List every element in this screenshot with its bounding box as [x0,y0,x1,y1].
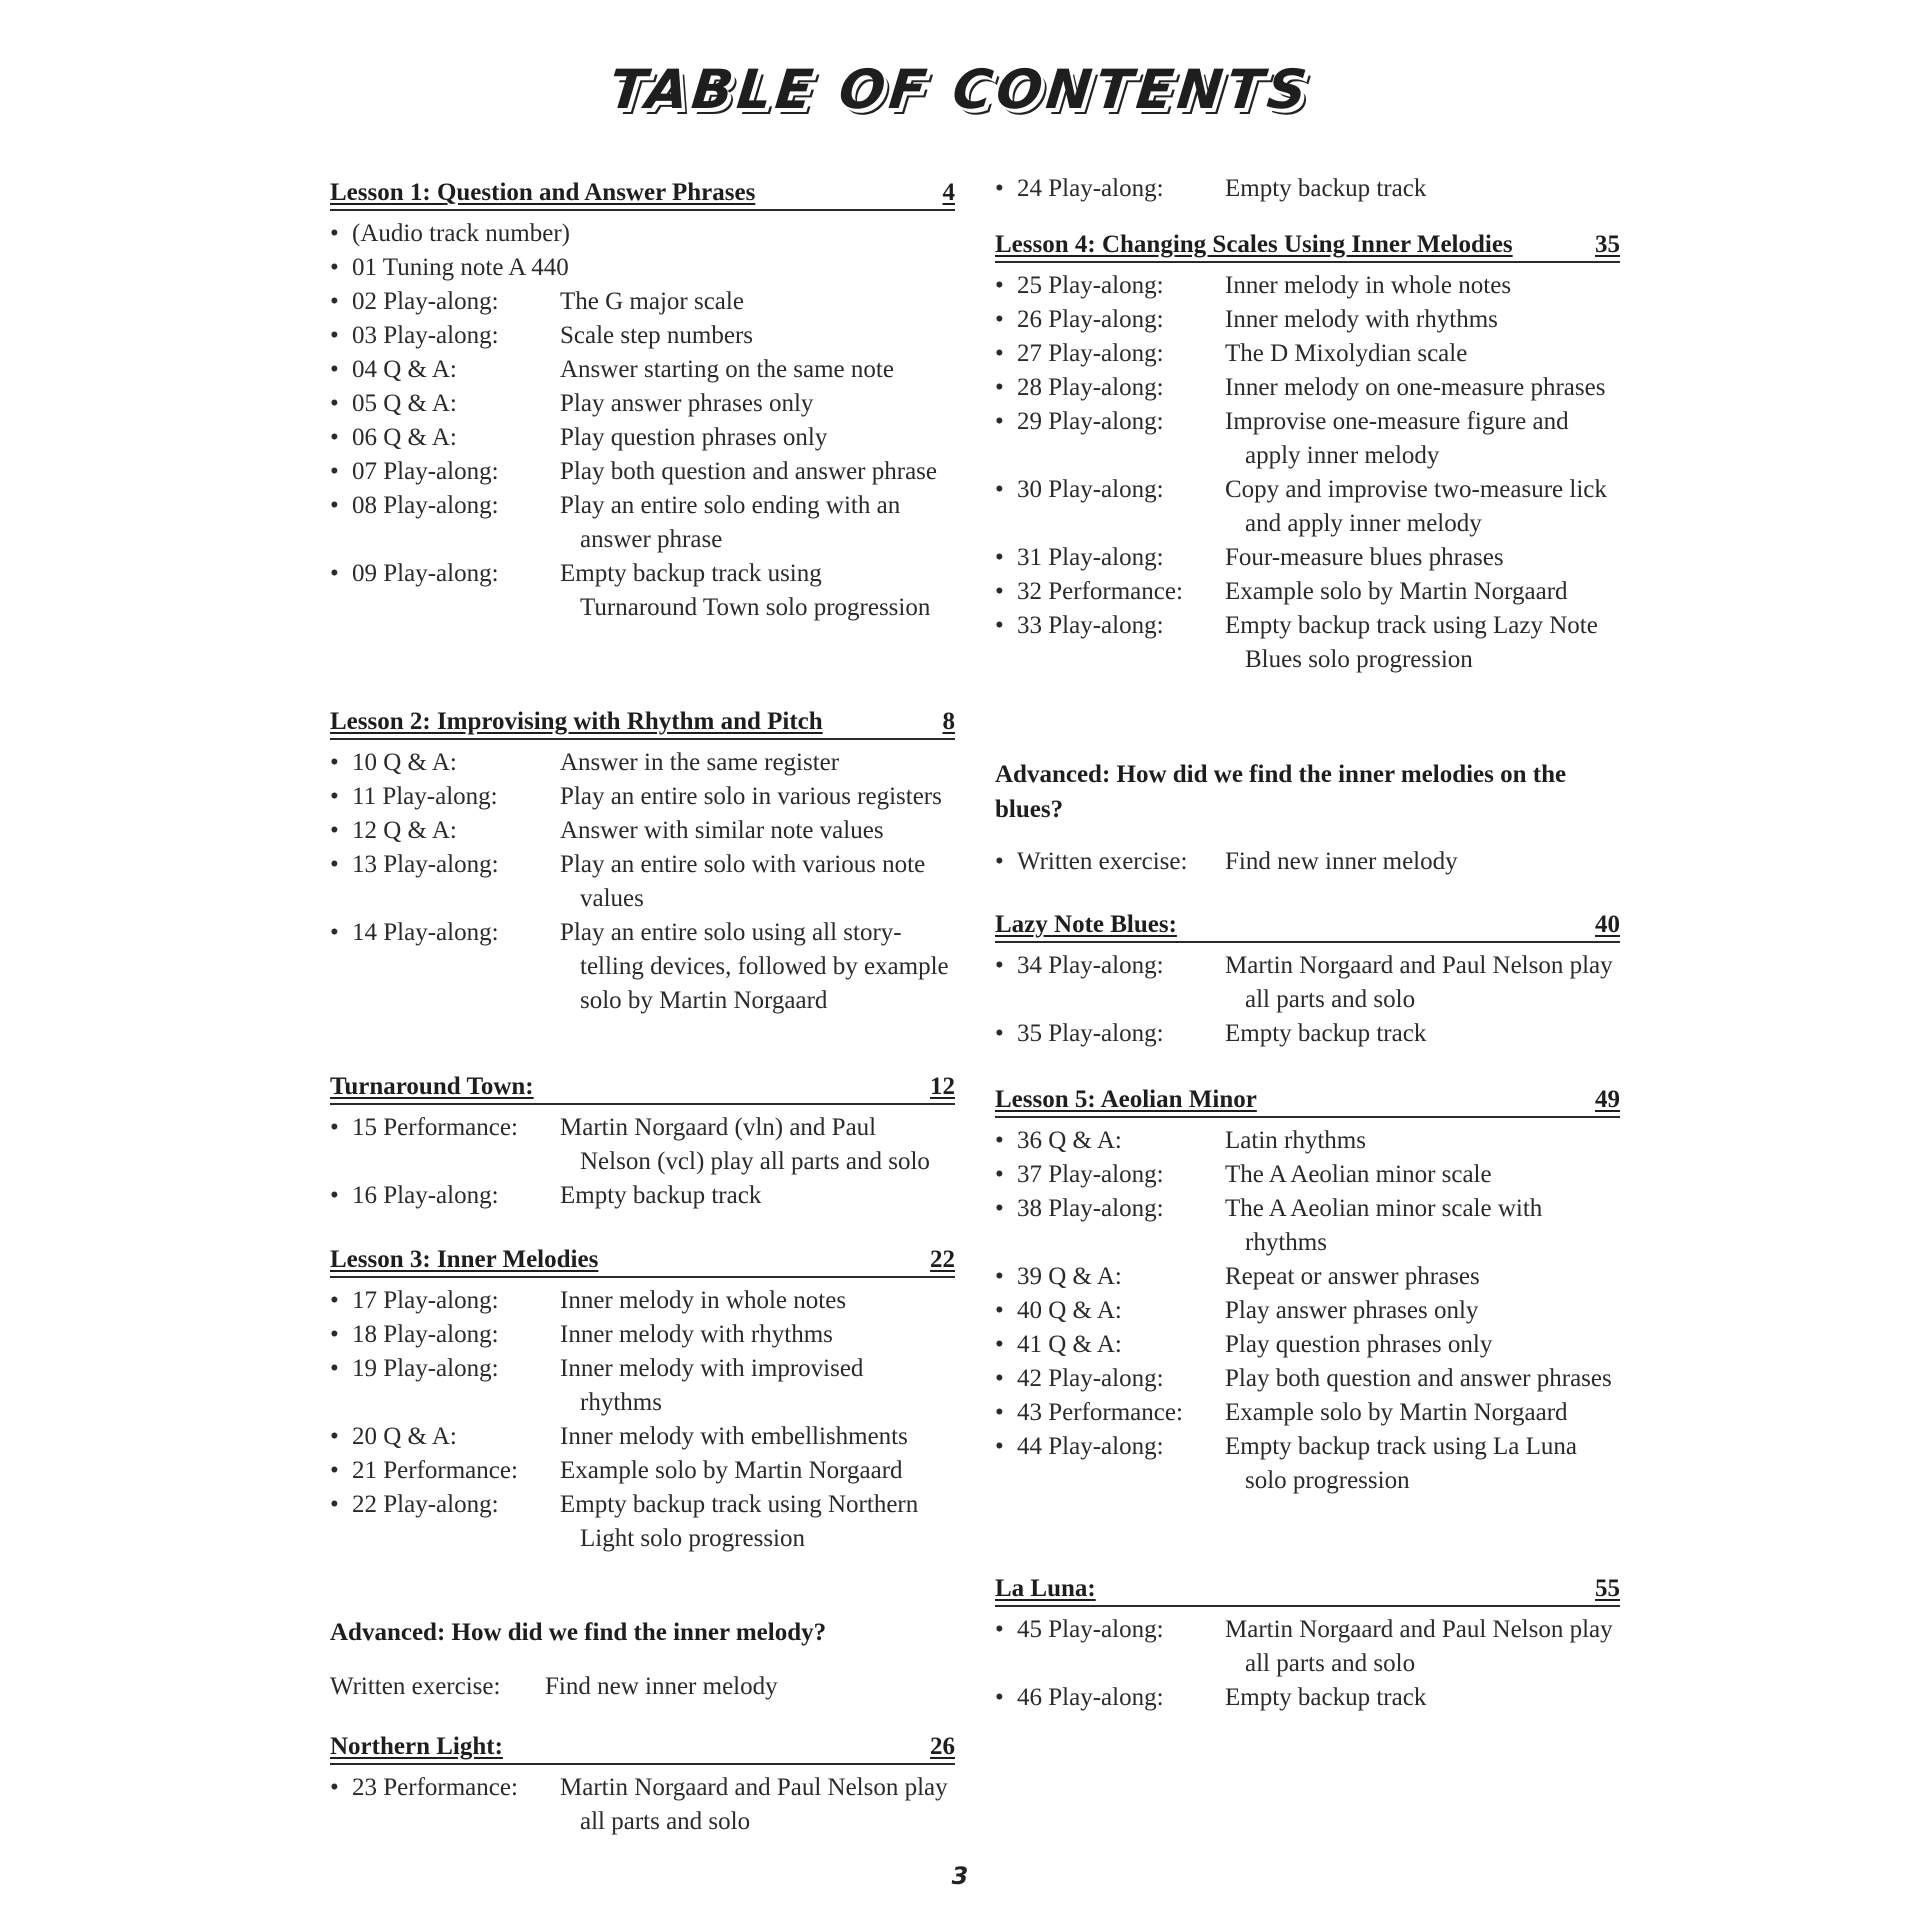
section-lesson-3 [330,1245,955,1556]
bullet-icon: • [995,1263,1004,1290]
section-lesson-5 [995,1085,1620,1498]
entry-desc [1225,473,1620,541]
toc-entry [995,1192,1620,1260]
desc-line: Latin rhythms [1225,1127,1366,1154]
advanced-heading-line-1: Advanced: How did we find the inner melodies on the [995,761,1567,788]
toc-entry [330,557,955,625]
entry-label: 44 Play-along: [1017,1433,1164,1460]
desc-line: Improvise one-measure figure and [1225,408,1569,435]
bullet-icon: • [330,1287,339,1314]
bullet-icon: • [995,340,1004,367]
desc-line: The A Aeolian minor scale with [1225,1195,1543,1222]
entry-label: 32 Performance: [1017,578,1183,605]
entry-label: 09 Play-along: [352,560,499,587]
entry-label: 29 Play-along: [1017,408,1164,435]
entry-desc [560,1352,955,1420]
bullet-icon: • [995,612,1004,639]
section-northern-light [330,1732,955,1839]
entry-desc [1225,1430,1620,1498]
desc-line: Martin Norgaard and Paul Nelson play [1225,1616,1613,1643]
advanced-heading: Advanced: How did we find the inner melody? [330,1619,827,1646]
desc-continuation: rhythms [1245,1229,1327,1256]
desc-line: Inner melody with rhythms [1225,306,1498,333]
bullet-icon: • [330,783,339,810]
entry-desc [560,1179,955,1213]
entry-label: 25 Play-along: [1017,272,1164,299]
bullet-icon: • [330,851,339,878]
desc-line: Four-measure blues phrases [1225,544,1504,571]
desc-line: Inner melody in whole notes [560,1287,847,1314]
entry-desc [560,557,955,625]
section-la-luna [995,1574,1620,1715]
entry-label: 18 Play-along: [352,1321,499,1348]
entry-desc [1225,303,1620,337]
entry-label: 40 Q & A: [1017,1297,1122,1324]
toc-entry [995,371,1620,405]
desc-continuation: solo progression [1245,1467,1410,1494]
desc-continuation: answer phrase [580,526,723,553]
entry-label: 46 Play-along: [1017,1684,1164,1711]
entry-desc [1225,1017,1620,1051]
desc-continuation: telling devices, followed by example [580,953,949,980]
toc-entry [995,405,1620,473]
entry-desc [560,353,955,387]
bullet-icon: • [995,578,1004,605]
entry-desc [1225,1681,1620,1715]
toc-entry [330,1284,955,1318]
section-title: Lesson 3: Inner Melodies [330,1246,599,1273]
entry-label: 27 Play-along: [1017,340,1164,367]
toc-entry [995,541,1620,575]
bullet-icon: • [330,458,339,485]
toc-entry [330,1420,955,1454]
section-lesson-4 [995,230,1620,677]
bullet-icon: • [330,390,339,417]
entry-label: 11 Play-along: [352,783,498,810]
entry-desc [560,916,955,1018]
desc-continuation: Turnaround Town solo progression [580,594,931,621]
bullet-icon: • [330,288,339,315]
desc-line: Inner melody on one-measure phrases [1225,374,1606,401]
toc-entry [995,172,1620,206]
bullet-icon: • [995,1020,1004,1047]
toc-entry [330,1352,955,1420]
entry-desc [1225,1613,1620,1681]
desc-line: Play question phrases only [560,424,828,451]
desc-line: Empty backup track using [560,560,822,587]
entry-desc [560,780,955,814]
bullet-icon: • [995,848,1004,875]
entry-label: 12 Q & A: [352,817,457,844]
section-page-number: 12 [930,1073,955,1100]
toc-entry [995,1328,1620,1362]
toc-entry [330,746,955,780]
bullet-icon: • [995,1161,1004,1188]
bullet-icon: • [330,919,339,946]
desc-line: Play answer phrases only [560,390,814,417]
toc-entry [995,609,1620,677]
bullet-icon: • [995,1331,1004,1358]
toc-entry [995,1260,1620,1294]
entry-label: 45 Play-along: [1017,1616,1164,1643]
entry-desc [560,746,955,780]
toc-entry [995,1362,1620,1396]
toc-entry [330,285,955,319]
desc-line: Play an entire solo in various registers [560,783,942,810]
desc-line: Play both question and answer phrases [1225,1365,1612,1392]
desc-continuation: values [580,885,644,912]
section-turnaround-town [330,1072,955,1213]
desc-line: Example solo by Martin Norgaard [560,1457,903,1484]
section-advanced-inner-melody [330,1615,955,1704]
entry-desc [1225,1362,1620,1396]
toc-entry [995,1294,1620,1328]
entry-label: 31 Play-along: [1017,544,1164,571]
section-heading[interactable] [330,707,955,740]
entry-desc [1225,575,1620,609]
toc-entry [330,251,955,285]
entry-label: 16 Play-along: [352,1182,499,1209]
page-number: 3 [951,1862,969,1890]
toc-entry [330,814,955,848]
entry-label: 43 Performance: [1017,1399,1183,1426]
bullet-icon: • [330,1423,339,1450]
toc-entry [330,489,955,557]
desc-line: Answer starting on the same note [560,356,894,383]
toc-entry [330,1454,955,1488]
desc-line: Play question phrases only [1225,1331,1493,1358]
desc-line: The A Aeolian minor scale [1225,1161,1492,1188]
entry-desc [560,455,955,489]
desc-line: Empty backup track using La Luna [1225,1433,1577,1460]
entry-desc [1225,337,1620,371]
bullet-icon: • [330,1457,339,1484]
bullet-icon: • [995,476,1004,503]
desc-continuation: solo by Martin Norgaard [580,987,828,1014]
entry-desc [560,489,955,557]
entry-desc [1225,1328,1620,1362]
toc-entry [995,1430,1620,1498]
entry-desc [1225,1158,1620,1192]
section-title: La Luna: [995,1575,1096,1602]
entry-desc: Find new inner melody [1225,848,1458,875]
toc-entry [330,1111,955,1179]
desc-line: Play answer phrases only [1225,1297,1479,1324]
entry-label: Written exercise: [330,1673,501,1700]
desc-line: Example solo by Martin Norgaard [1225,578,1568,605]
desc-line: Repeat or answer phrases [1225,1263,1480,1290]
desc-line: The G major scale [560,288,744,315]
toc-entry [995,473,1620,541]
toc-entry [330,387,955,421]
section-title: Lesson 1: Question and Answer Phrases [330,179,756,206]
desc-continuation: Light solo progression [580,1525,805,1552]
entry-label: 19 Play-along: [352,1355,499,1382]
bullet-icon: • [330,220,339,247]
advanced-heading-line-2: blues? [995,796,1064,823]
desc-line: Martin Norgaard (vln) and Paul [560,1114,877,1141]
entry-label: 06 Q & A: [352,424,457,451]
desc-line: Empty backup track [560,1182,762,1209]
entry-label: 14 Play-along: [352,919,499,946]
entry-label: 30 Play-along: [1017,476,1164,503]
toc-entry [330,1179,955,1213]
section-title: Northern Light: [330,1733,503,1760]
bullet-icon: • [995,408,1004,435]
entry-label: 22 Play-along: [352,1491,499,1518]
toc-entry [330,353,955,387]
desc-line: Inner melody with rhythms [560,1321,833,1348]
toc-entry [330,848,955,916]
bullet-icon: • [995,272,1004,299]
entry-desc [1225,1396,1620,1430]
entry-label: 24 Play-along: [1017,175,1164,202]
section-page-number: 49 [1595,1086,1620,1113]
entry-label: 17 Play-along: [352,1287,499,1314]
toc-entry [995,1124,1620,1158]
toc-entry [995,337,1620,371]
entry-label: 21 Performance: [352,1457,518,1484]
toc-entry [995,1396,1620,1430]
toc-entry [330,1771,955,1839]
bullet-icon: • [330,1355,339,1382]
bullet-icon: • [330,1774,339,1801]
entry-desc [1225,172,1620,206]
bullet-icon: • [330,1114,339,1141]
desc-line: Empty backup track using Lazy Note [1225,612,1598,639]
entry-label: (Audio track number) [352,220,570,247]
entry-desc [560,1771,955,1839]
bullet-icon: • [995,306,1004,333]
entry-label: 03 Play-along: [352,322,499,349]
section-lazy-note-blues [995,910,1620,1051]
bullet-icon: • [995,1433,1004,1460]
entry-label: 15 Performance: [352,1114,518,1141]
desc-line: The D Mixolydian scale [1225,340,1468,367]
desc-continuation: all parts and solo [580,1808,751,1835]
toc-entry [995,1681,1620,1715]
entry-desc [560,1111,955,1179]
desc-line: Answer with similar note values [560,817,884,844]
section-heading[interactable] [995,230,1620,263]
toc-entry [330,780,955,814]
written-exercise-entry [995,845,1620,879]
entry-label: 38 Play-along: [1017,1195,1164,1222]
bullet-icon: • [995,1399,1004,1426]
entry-desc [1225,405,1620,473]
toc-entry [330,421,955,455]
entry-desc [1225,371,1620,405]
entry-desc [560,1454,955,1488]
bullet-icon: • [995,1297,1004,1324]
entry-label: 37 Play-along: [1017,1161,1164,1188]
entry-desc [560,1420,955,1454]
toc-entry [995,575,1620,609]
entry-desc [1225,1294,1620,1328]
entry-label: 41 Q & A: [1017,1331,1122,1358]
section-page-number: 35 [1595,231,1620,258]
toc-entry [330,1488,955,1556]
toc-entry [330,1318,955,1352]
desc-continuation: rhythms [580,1389,662,1416]
bullet-icon: • [330,1321,339,1348]
desc-line: Scale step numbers [560,322,754,349]
desc-line: Answer in the same register [560,749,840,776]
entry-label: 07 Play-along: [352,458,499,485]
desc-line: Play an entire solo using all story- [560,919,902,946]
section-page-number: 22 [930,1246,955,1273]
entry-label: 34 Play-along: [1017,952,1164,979]
toc-entry [995,949,1620,1017]
entry-desc [1225,1260,1620,1294]
bullet-icon: • [995,374,1004,401]
bullet-icon: • [330,322,339,349]
section-heading[interactable] [330,178,955,211]
toc-entry [330,916,955,1018]
section-title: Lesson 2: Improvising with Rhythm and Pitch [330,708,823,735]
entry-desc [1225,949,1620,1017]
desc-line: Play both question and answer phrase [560,458,938,485]
desc-line: Empty backup track [1225,1020,1427,1047]
section-title: Turnaround Town: [330,1073,534,1100]
entry-label: 05 Q & A: [352,390,457,417]
entry-desc: Find new inner melody [545,1673,778,1700]
section-heading[interactable] [995,910,1620,943]
desc-line: Martin Norgaard and Paul Nelson play [1225,952,1613,979]
section-lesson-1 [330,178,955,625]
bullet-icon: • [330,424,339,451]
entry-label: 39 Q & A: [1017,1263,1122,1290]
entry-desc [560,319,955,353]
bullet-icon: • [995,1127,1004,1154]
toc-entry [330,455,955,489]
entry-desc [1225,541,1620,575]
entry-label: 08 Play-along: [352,492,499,519]
section-title: Lazy Note Blues: [995,911,1177,938]
desc-line: Inner melody with improvised [560,1355,864,1382]
section-heading[interactable] [995,1085,1620,1118]
section-page-number: 4 [942,179,955,206]
bullet-icon: • [995,952,1004,979]
bullet-icon: • [995,175,1004,202]
bullet-icon: • [995,1616,1004,1643]
section-page-number: 55 [1595,1575,1620,1602]
desc-line: Inner melody with embellishments [560,1423,908,1450]
section-title: Lesson 5: Aeolian Minor [995,1086,1257,1113]
bullet-icon: • [330,254,339,281]
toc-entry [330,217,955,251]
desc-line: Martin Norgaard and Paul Nelson play [560,1774,948,1801]
bullet-icon: • [330,492,339,519]
entry-desc [560,1318,955,1352]
entry-desc [1225,1124,1620,1158]
toc-entry [995,1158,1620,1192]
bullet-icon: • [330,1491,339,1518]
entry-label: 13 Play-along: [352,851,499,878]
entry-desc [1225,269,1620,303]
desc-continuation: all parts and solo [1245,986,1416,1013]
section-page-number: 8 [942,708,955,735]
entry-label: 23 Performance: [352,1774,518,1801]
section-lesson-3-continued [995,172,1620,206]
section-page-number: 26 [930,1733,955,1760]
entry-label: 20 Q & A: [352,1423,457,1450]
entry-label: 33 Play-along: [1017,612,1164,639]
section-title: Lesson 4: Changing Scales Using Inner Melodies [995,231,1513,258]
bullet-icon: • [330,356,339,383]
section-heading[interactable] [995,1574,1620,1607]
entry-label: 35 Play-along: [1017,1020,1164,1047]
bullet-icon: • [330,560,339,587]
entry-label: 26 Play-along: [1017,306,1164,333]
desc-continuation: apply inner melody [1245,442,1440,469]
desc-line: Play an entire solo with various note [560,851,926,878]
section-heading[interactable] [330,1732,955,1765]
entry-label: 36 Q & A: [1017,1127,1122,1154]
written-exercise-entry [330,1670,955,1704]
toc-entry [995,269,1620,303]
page-title: TABLE OF CONTENTS [606,58,1314,121]
desc-line: Copy and improvise two-measure lick [1225,476,1607,503]
entry-desc [560,814,955,848]
desc-line: Empty backup track [1225,1684,1427,1711]
desc-continuation: and apply inner melody [1245,510,1482,537]
entry-desc [1225,609,1620,677]
entry-desc [560,387,955,421]
entry-desc [1225,1192,1620,1260]
desc-continuation: Blues solo progression [1245,646,1473,673]
toc-entry [330,319,955,353]
desc-line: Play an entire solo ending with an [560,492,901,519]
toc-entry [995,1613,1620,1681]
bullet-icon: • [330,1182,339,1209]
desc-continuation: Nelson (vcl) play all parts and solo [580,1148,930,1175]
entry-desc [560,1488,955,1556]
entry-desc [560,848,955,916]
desc-line: Example solo by Martin Norgaard [1225,1399,1568,1426]
section-page-number: 40 [1595,911,1620,938]
entry-label: 10 Q & A: [352,749,457,776]
entry-desc [560,285,955,319]
section-heading[interactable] [330,1245,955,1278]
section-heading[interactable] [330,1072,955,1105]
entry-label: 42 Play-along: [1017,1365,1164,1392]
desc-line: Inner melody in whole notes [1225,272,1512,299]
bullet-icon: • [330,817,339,844]
entry-label: Written exercise: [1017,848,1188,875]
entry-label: 02 Play-along: [352,288,499,315]
toc-entry [995,303,1620,337]
entry-desc [560,1284,955,1318]
bullet-icon: • [995,1684,1004,1711]
section-advanced-blues [995,757,1620,879]
desc-continuation: all parts and solo [1245,1650,1416,1677]
bullet-icon: • [995,1365,1004,1392]
bullet-icon: • [330,749,339,776]
section-lesson-2 [330,707,955,1018]
entry-label: 04 Q & A: [352,356,457,383]
desc-line: Empty backup track [1225,175,1427,202]
bullet-icon: • [995,544,1004,571]
bullet-icon: • [995,1195,1004,1222]
toc-entry [995,1017,1620,1051]
entry-label: 28 Play-along: [1017,374,1164,401]
desc-line: Empty backup track using Northern [560,1491,919,1518]
entry-desc [560,421,955,455]
entry-label: 01 Tuning note A 440 [352,254,569,281]
